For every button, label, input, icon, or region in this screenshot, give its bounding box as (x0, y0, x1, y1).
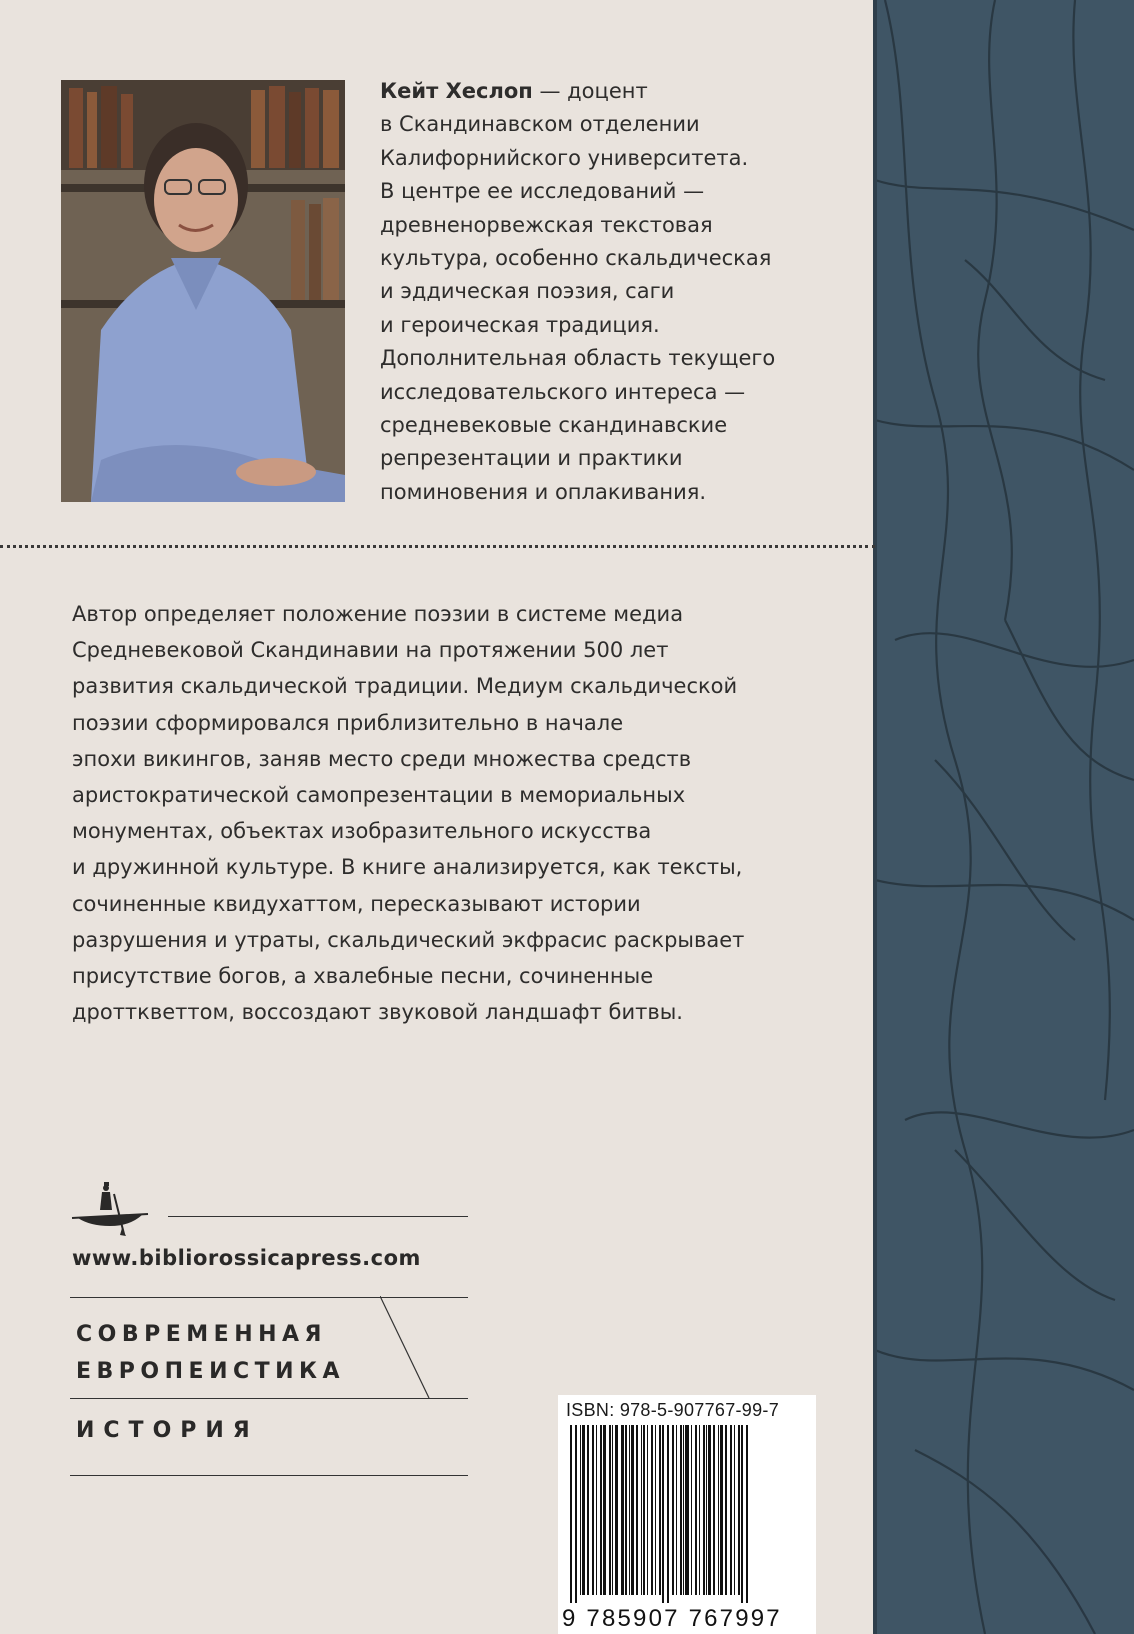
barcode-bar (720, 1425, 723, 1595)
barcode-bar (582, 1425, 585, 1595)
barcode-bar (643, 1425, 645, 1595)
bio-first-line (380, 75, 840, 108)
annotation-line: Автор определяет положение поэзии в системе медиа (72, 602, 684, 626)
barcode-bar (672, 1425, 674, 1595)
barcode-bar (629, 1425, 630, 1595)
annotation-line: разрушения и утраты, скальдический экфрасис раскрывает (72, 927, 745, 952)
logo-rule (168, 1216, 468, 1217)
annotation-line: монументах, объектах изобразительного искусства (72, 819, 652, 844)
barcode-bar (685, 1425, 689, 1595)
author-name: Кейт Хеслоп (380, 79, 533, 103)
bio-line: поминовения и оплакивания. (380, 479, 707, 504)
barcode-bar (625, 1425, 627, 1595)
author-portrait-photo-icon (61, 80, 345, 502)
barcode-bar (641, 1425, 642, 1595)
spine-edge (873, 0, 877, 1634)
barcode-bar (718, 1425, 719, 1595)
annotation-line: развития скальдической традиции. Медиум скальдической (72, 674, 738, 699)
annotation-line: присутствие богов, а хвалебные песни, сочиненные (72, 964, 654, 989)
isbn-label: ISBN: 978-5-907767-99-7 (566, 1400, 780, 1420)
series-name-line: СОВРЕМЕННАЯ (76, 1322, 327, 1347)
barcode-bar (592, 1425, 594, 1595)
bio-line: средневековые скандинавские (380, 413, 728, 438)
barcode-bar (659, 1425, 661, 1595)
barcode-bar (647, 1425, 648, 1595)
series-bottom-rule (70, 1475, 468, 1476)
barcode-bar (596, 1425, 597, 1595)
series-diagonal-rule (380, 1296, 440, 1399)
barcode-bar (615, 1425, 618, 1595)
barcode-guard-bar (741, 1425, 743, 1603)
barcode-bar (680, 1425, 682, 1595)
barcode-bar (691, 1425, 692, 1595)
annotation-line: Средневековой Скандинавии на протяжении 500 лет (72, 638, 669, 663)
series-name (76, 1316, 345, 1390)
barcode-digits: 9 785907 767997 (562, 1605, 782, 1632)
barcode-bar (676, 1425, 677, 1595)
annotation-line: эпохи викингов, заняв место среди множества средств (72, 746, 692, 771)
bio-line: и героическая традиция. (380, 312, 660, 337)
series-name-line: ЕВРОПЕИСТИКА (76, 1359, 346, 1384)
barcode-bar (609, 1425, 611, 1595)
barcode-bar (655, 1425, 656, 1595)
bio-line: культура, особенно скальдическая (380, 246, 772, 271)
barcode-guard-bar (662, 1425, 664, 1603)
annotation-line: сочиненные квидухаттом, пересказывают истории (72, 891, 641, 916)
barcode-bar (636, 1425, 638, 1595)
barcode-bar (699, 1425, 700, 1595)
barcode-bar (713, 1425, 715, 1595)
barcode-bar (631, 1425, 634, 1595)
bio-first-line-rest: — доцент (532, 79, 648, 103)
barcode-bar (734, 1425, 735, 1595)
boat-with-rower-logo-icon (70, 1180, 150, 1236)
bio-line: репрезентации и практики (380, 446, 683, 471)
barcode-bar (580, 1425, 581, 1595)
author-photo (61, 80, 345, 502)
dotted-divider (0, 545, 875, 548)
barcode-bar (587, 1425, 589, 1595)
barcode-bar (725, 1425, 727, 1595)
bio-line: В центре ее исследований — (380, 179, 705, 204)
series-mid-rule (70, 1398, 468, 1399)
annotation-line: и дружинной культуре. В книге анализируется, как тексты, (72, 855, 743, 880)
book-annotation (72, 596, 862, 1030)
barcode-bar (730, 1425, 732, 1595)
bio-line: древненорвежская текстовая (380, 212, 713, 237)
annotation-line: аристократической самопрезентации в мемориальных (72, 783, 686, 808)
crackle-texture (875, 0, 1134, 1634)
decorative-crackle-panel (875, 0, 1134, 1634)
publisher-logo (70, 1180, 150, 1236)
barcode-bar (651, 1425, 653, 1595)
barcode-guard-bar (575, 1425, 577, 1603)
barcode-bar (695, 1425, 697, 1595)
annotation-line: дротткветтом, воссоздают звуковой ландшафт битвы. (72, 1000, 683, 1025)
barcode-guard-bar (667, 1425, 669, 1603)
barcode-bar (703, 1425, 705, 1595)
annotation-line: поэзии сформировался приблизительно в начале (72, 710, 624, 735)
bio-line: исследовательского интереса — (380, 379, 746, 404)
barcode-guard-bar (746, 1425, 748, 1603)
subject-category: ИСТОРИЯ (76, 1418, 259, 1443)
bio-line: в Скандинавском отделении (380, 112, 700, 137)
barcode-bar (738, 1425, 740, 1595)
barcode-bar (600, 1425, 602, 1595)
publisher-website[interactable]: www.bibliorossicapress.com (72, 1246, 421, 1270)
barcode-bar (621, 1425, 624, 1595)
barcode-bar (683, 1425, 684, 1595)
bio-line: и эддическая поэзия, саги (380, 279, 675, 304)
barcode-bar (708, 1425, 711, 1595)
barcode-bar (603, 1425, 606, 1595)
bio-line: Калифорнийского университета. (380, 145, 749, 170)
barcode-guard-bar (570, 1425, 572, 1603)
author-bio (380, 75, 840, 509)
bio-line: Дополнительная область текущего (380, 346, 776, 371)
barcode-bar (612, 1425, 613, 1595)
barcode (566, 1425, 806, 1603)
barcode-bar (706, 1425, 707, 1595)
